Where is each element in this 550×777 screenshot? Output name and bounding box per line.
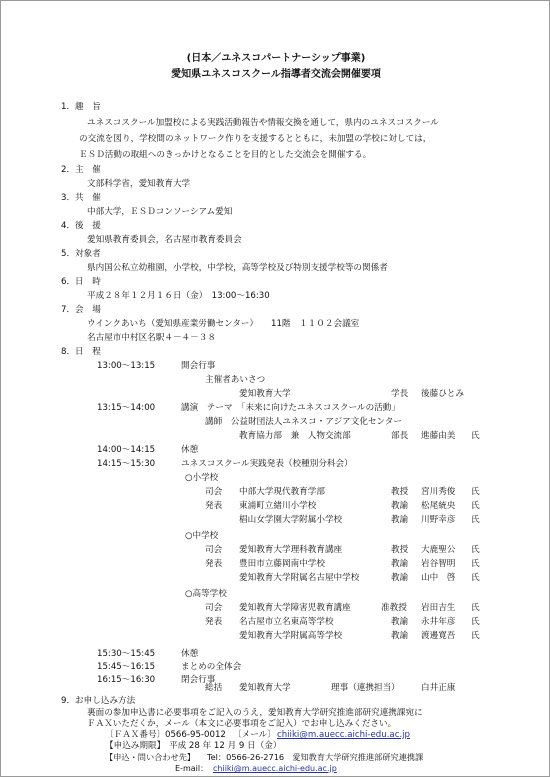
organizer-heading: 2．主 催 xyxy=(61,165,101,175)
cohost-text: 中部大学，ＥＳＤコンソーシアム愛知 xyxy=(87,207,233,217)
fax-number: 0566-95-0012 xyxy=(165,730,226,740)
schedule-label: まとめの全体会 xyxy=(181,662,242,672)
group-row-org: 愛知教育大学附属名古屋中学校 xyxy=(239,573,360,583)
group-name: ○小学校 xyxy=(185,473,219,483)
schedule-heading: 8．日 程 xyxy=(61,347,101,357)
email-prefix: E-mail： xyxy=(175,764,209,773)
lecturer-line: 講師 公益財団法人ユネスコ・アジア文化センター xyxy=(205,417,402,427)
group-row-person: 松尾統央 xyxy=(421,501,456,511)
group-row-hon: 氏 xyxy=(471,573,480,583)
group-row-hon: 氏 xyxy=(471,631,480,641)
doc-title-line2: 愛知県ユネスコスクール指導者交流会開催要項 xyxy=(171,69,381,80)
support-text: 愛知県教育委員会，名古屋市教育委員会 xyxy=(87,235,242,245)
closing-org: 愛知教育大学 xyxy=(239,683,291,693)
schedule-label: 開会行事 xyxy=(181,361,216,371)
group-row-title: 教諭 xyxy=(391,501,409,511)
schedule-time: 15:45～16:15 xyxy=(97,662,156,672)
group-row-hon: 氏 xyxy=(471,617,480,627)
group-row-hon: 氏 xyxy=(471,545,480,555)
group-row-title: 教諭 xyxy=(391,573,409,583)
lecturer-role: 部長 xyxy=(391,431,409,441)
fax-label: 〔ＦＡＸ番号〕 xyxy=(105,730,166,740)
closing-name: 白井正康 xyxy=(421,683,456,693)
contact-text: Tel：0566-26-2716 愛知教育大学研究推進部研究連携課 xyxy=(207,752,424,762)
venue-line1: ウインクあいち（愛知県産業労働センター） 11階 １１０２会議室 xyxy=(87,319,360,329)
group-row-person: 渡邊寛吾 xyxy=(421,631,456,641)
date-text: 平成２８年１２月１６日（金） 13:00～16:30 xyxy=(87,291,270,301)
group-row-person: 永井年彦 xyxy=(421,617,456,627)
application-line2: ＦＡＸいただくか，メール（本文に必要事項をご記入）でお申し込みください。 xyxy=(87,719,397,729)
group-row-person: 岩谷智明 xyxy=(421,559,456,569)
purpose-line: ＥＳＤ活動の取組へのきっかけとなることを目的とした交流会を開催する。 xyxy=(79,150,372,160)
purpose-line: の交流を図り，学校間のネットワーク作りを支援するとともに，未加盟の学校に対しては， xyxy=(79,134,432,144)
group-row-role: 発表 xyxy=(205,559,223,569)
lecturer-dept: 教育協力部 兼 人物交流部 xyxy=(239,431,351,441)
group-row-org: 愛知教育大学障害児教育講座 xyxy=(239,603,351,613)
group-row-title: 教諭 xyxy=(391,631,409,641)
schedule-time: 15:30～15:45 xyxy=(97,649,156,659)
group-row-person: 宮川秀俊 xyxy=(421,487,456,497)
schedule-label: 閉会行事 xyxy=(181,675,216,685)
group-row-title: 教授 xyxy=(391,545,409,555)
group-row-role: 司会 xyxy=(205,487,223,497)
date-heading: 6．日 時 xyxy=(61,277,101,287)
schedule-time: 13:00～13:15 xyxy=(97,361,156,371)
group-row-title: 教諭 xyxy=(391,617,409,627)
group-row-org: 椙山女学園大学附属小学校 xyxy=(239,515,343,525)
mail-label: 〔メール〕 xyxy=(233,730,276,740)
application-line1: 裏面の参加申込書に必要事項をご記入のうえ，愛知教育大学研究推進部研究連携課宛に xyxy=(87,708,423,718)
deadline-label: 【申込み期限】 xyxy=(105,741,166,751)
group-row-title: 教諭 xyxy=(391,515,409,525)
greeting-role: 学長 xyxy=(391,389,409,399)
group-row-org: 豊田市立藤岡南中学校 xyxy=(239,559,325,569)
schedule-label: ユネスコスクール実践発表（校種別分科会） xyxy=(181,459,353,469)
group-row-hon: 氏 xyxy=(471,515,480,525)
group-row-org: 中部大学現代教育学部 xyxy=(239,487,325,497)
greeting-name: 後藤ひとみ xyxy=(421,389,464,399)
contact-label: 【申込・問い合わせ先】 xyxy=(105,752,196,762)
schedule-label: 休憩 xyxy=(181,649,199,659)
deadline-text: 平成 28 年 12 月 9 日（金） xyxy=(169,741,282,751)
group-row-person: 岩田吉生 xyxy=(421,603,456,613)
greeting-org: 愛知教育大学 xyxy=(239,389,291,399)
schedule-time: 14:15～15:30 xyxy=(97,459,156,469)
target-heading: 5．対象者 xyxy=(61,249,101,259)
schedule-time: 16:15～16:30 xyxy=(97,675,156,685)
target-text: 県内国公私立幼稚園，小学校，中学校，高等学校及び特別支援学校等の関係者 xyxy=(87,263,388,273)
lecturer-name: 進藤由美 xyxy=(421,431,456,441)
lecturer-honorific: 氏 xyxy=(471,431,480,441)
schedule-time: 13:15～14:00 xyxy=(97,403,156,413)
group-row-role: 発表 xyxy=(205,617,223,627)
email-link[interactable]: chiiki@m.auecc.aichi-edu.ac.jp xyxy=(213,764,337,773)
purpose-line: ユネスコスクール加盟校による実践活動報告や情報交換を通して，県内のユネスコスクール xyxy=(87,118,439,128)
group-row-role: 司会 xyxy=(205,545,223,555)
group-row-org: 名古屋市立名東高等学校 xyxy=(239,617,334,627)
schedule-label: 休憩 xyxy=(181,445,199,455)
group-row-person: 川野幸彦 xyxy=(421,515,456,525)
group-row-hon: 氏 xyxy=(471,501,480,511)
group-row-hon: 氏 xyxy=(471,487,480,497)
lecture-label: 講演 テーマ 「未来に向けたユネスコスクールの活動」 xyxy=(181,403,400,413)
group-name: ○中学校 xyxy=(185,531,219,541)
group-row-title: 教諭 xyxy=(391,559,409,569)
group-row-org: 愛知教育大学附属高等学校 xyxy=(239,631,343,641)
application-heading: 9．お申し込み方法 xyxy=(61,696,136,706)
mail-link[interactable]: chiiki@m.auecc.aichi-edu.ac.jp xyxy=(277,730,410,740)
support-heading: 4．後 援 xyxy=(61,221,101,231)
schedule-time: 14:00～14:15 xyxy=(97,445,156,455)
group-row-title: 教授 xyxy=(391,487,409,497)
venue-line2: 名古屋市中村区名駅４－４－３８ xyxy=(87,333,216,343)
group-row-hon: 氏 xyxy=(471,603,480,613)
purpose-heading: 1．趣 旨 xyxy=(61,102,101,112)
cohost-heading: 3．共 催 xyxy=(61,193,101,203)
group-row-role: 司会 xyxy=(205,603,223,613)
group-name: ○高等学校 xyxy=(185,589,227,599)
doc-title-line1: (日本／ユネスコパートナーシップ事業) xyxy=(186,53,366,64)
group-row-org: 愛知教育大学理科教育講座 xyxy=(239,545,343,555)
venue-heading: 7．会 場 xyxy=(61,305,101,315)
group-row-role: 発表 xyxy=(205,501,223,511)
group-row-org: 東浦町立緒川小学校 xyxy=(239,501,317,511)
group-row-person: 大鹿聖公 xyxy=(421,545,456,555)
group-row-person: 山中 啓 xyxy=(421,573,456,583)
closing-title: 理事（連携担当） xyxy=(331,683,400,693)
group-row-title: 准教授 xyxy=(381,603,407,613)
group-row-hon: 氏 xyxy=(471,559,480,569)
organizer-text: 文部科学省，愛知教育大学 xyxy=(87,179,191,189)
greeting-label: 主催者あいさつ xyxy=(205,375,266,385)
closing-role: 総括 xyxy=(205,683,223,693)
